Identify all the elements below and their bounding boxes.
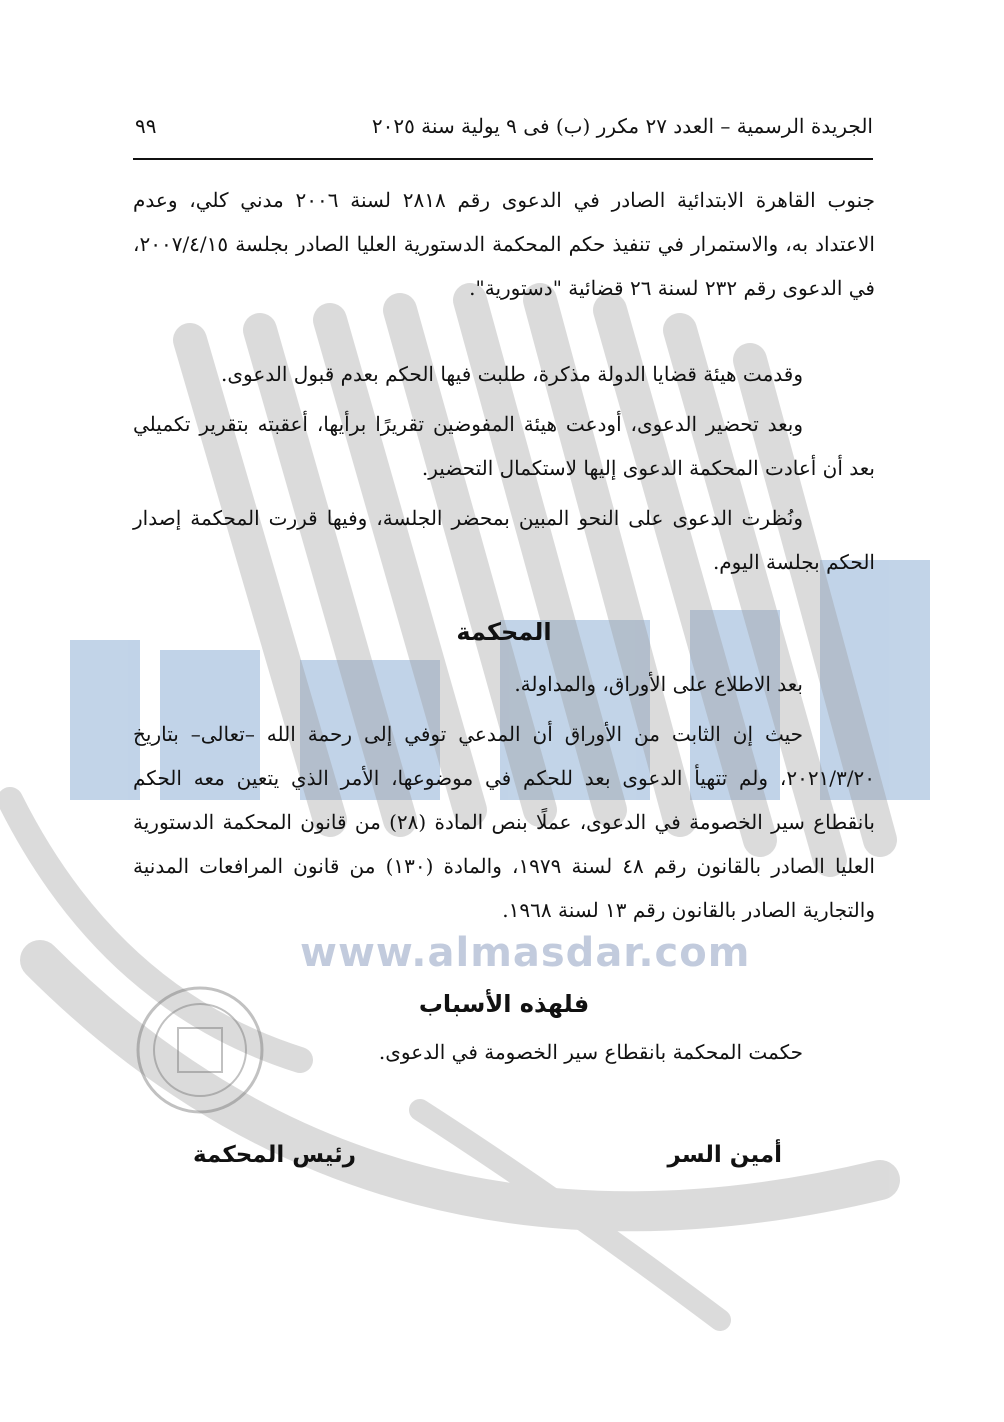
paragraph-2: وقدمت هيئة قضايا الدولة مذكرة، طلبت فيها الحكم بعدم قبول الدعوى. xyxy=(221,362,803,386)
header-title: الجريدة الرسمية – العدد ٢٧ مكرر (ب) فى ٩ يولية سنة ٢٠٢٥ xyxy=(371,114,873,138)
page-header xyxy=(133,108,873,148)
page-number: ٩٩ xyxy=(135,114,157,138)
paragraph-5: بعد الاطلاع على الأوراق، والمداولة. xyxy=(514,672,803,696)
header-divider xyxy=(133,158,873,160)
paragraph-6: حيث إن الثابت من الأوراق أن المدعي توفي إلى رحمة الله –تعالى– بتاريخ ٢٠٢١/٣/٢٠، ولم تتهيأ الدعوى بعد للحكم في موضوعها، الأمر الذي يتعين معه الحكم بانقطاع سير الخصومة في الدعوى، عملًا بنص المادة (٢٨) من قانون المحكمة الدستورية العليا الصادر بالقانون رقم ٤٨ لسنة ١٩٧٩، والمادة (١٣٠) من قانون المرافعات المدنية والتجارية الصادر بالقانون رقم ١٣ لسنة ١٩٦٨. xyxy=(133,722,875,922)
paragraph-1: جنوب القاهرة الابتدائية الصادر في الدعوى رقم ٢٨١٨ لسنة ٢٠٠٦ مدني كلي، وعدم الاعتداد به، والاستمرار في تنفيذ حكم المحكمة الدستورية العليا الصادر بجلسة ٢٠٠٧/٤/١٥، في الدعوى رقم ٢٣٢ لسنة ٢٦ قضائية "دستورية". xyxy=(133,188,876,300)
heading-reasons: فلهذه الأسباب xyxy=(418,990,590,1018)
signature-secretary: أمين السر xyxy=(667,1142,782,1168)
paragraph-4: ونُظرت الدعوى على النحو المبين بمحضر الجلسة، وفيها قررت المحكمة إصدار الحكم بجلسة اليوم. xyxy=(133,506,875,574)
paragraph-3: وبعد تحضير الدعوى، أودعت هيئة المفوضين تقريرًا برأيها، أعقبته بتقرير تكميلي بعد أن أعادت المحكمة الدعوى إليها لاستكمال التحضير. xyxy=(133,412,875,480)
watermark-url: www.almasdar.com xyxy=(300,930,751,976)
verdict: حكمت المحكمة بانقطاع سير الخصومة في الدعوى. xyxy=(378,1040,803,1064)
heading-court: المحكمة xyxy=(456,618,552,646)
signature-president: رئيس المحكمة xyxy=(192,1142,356,1168)
